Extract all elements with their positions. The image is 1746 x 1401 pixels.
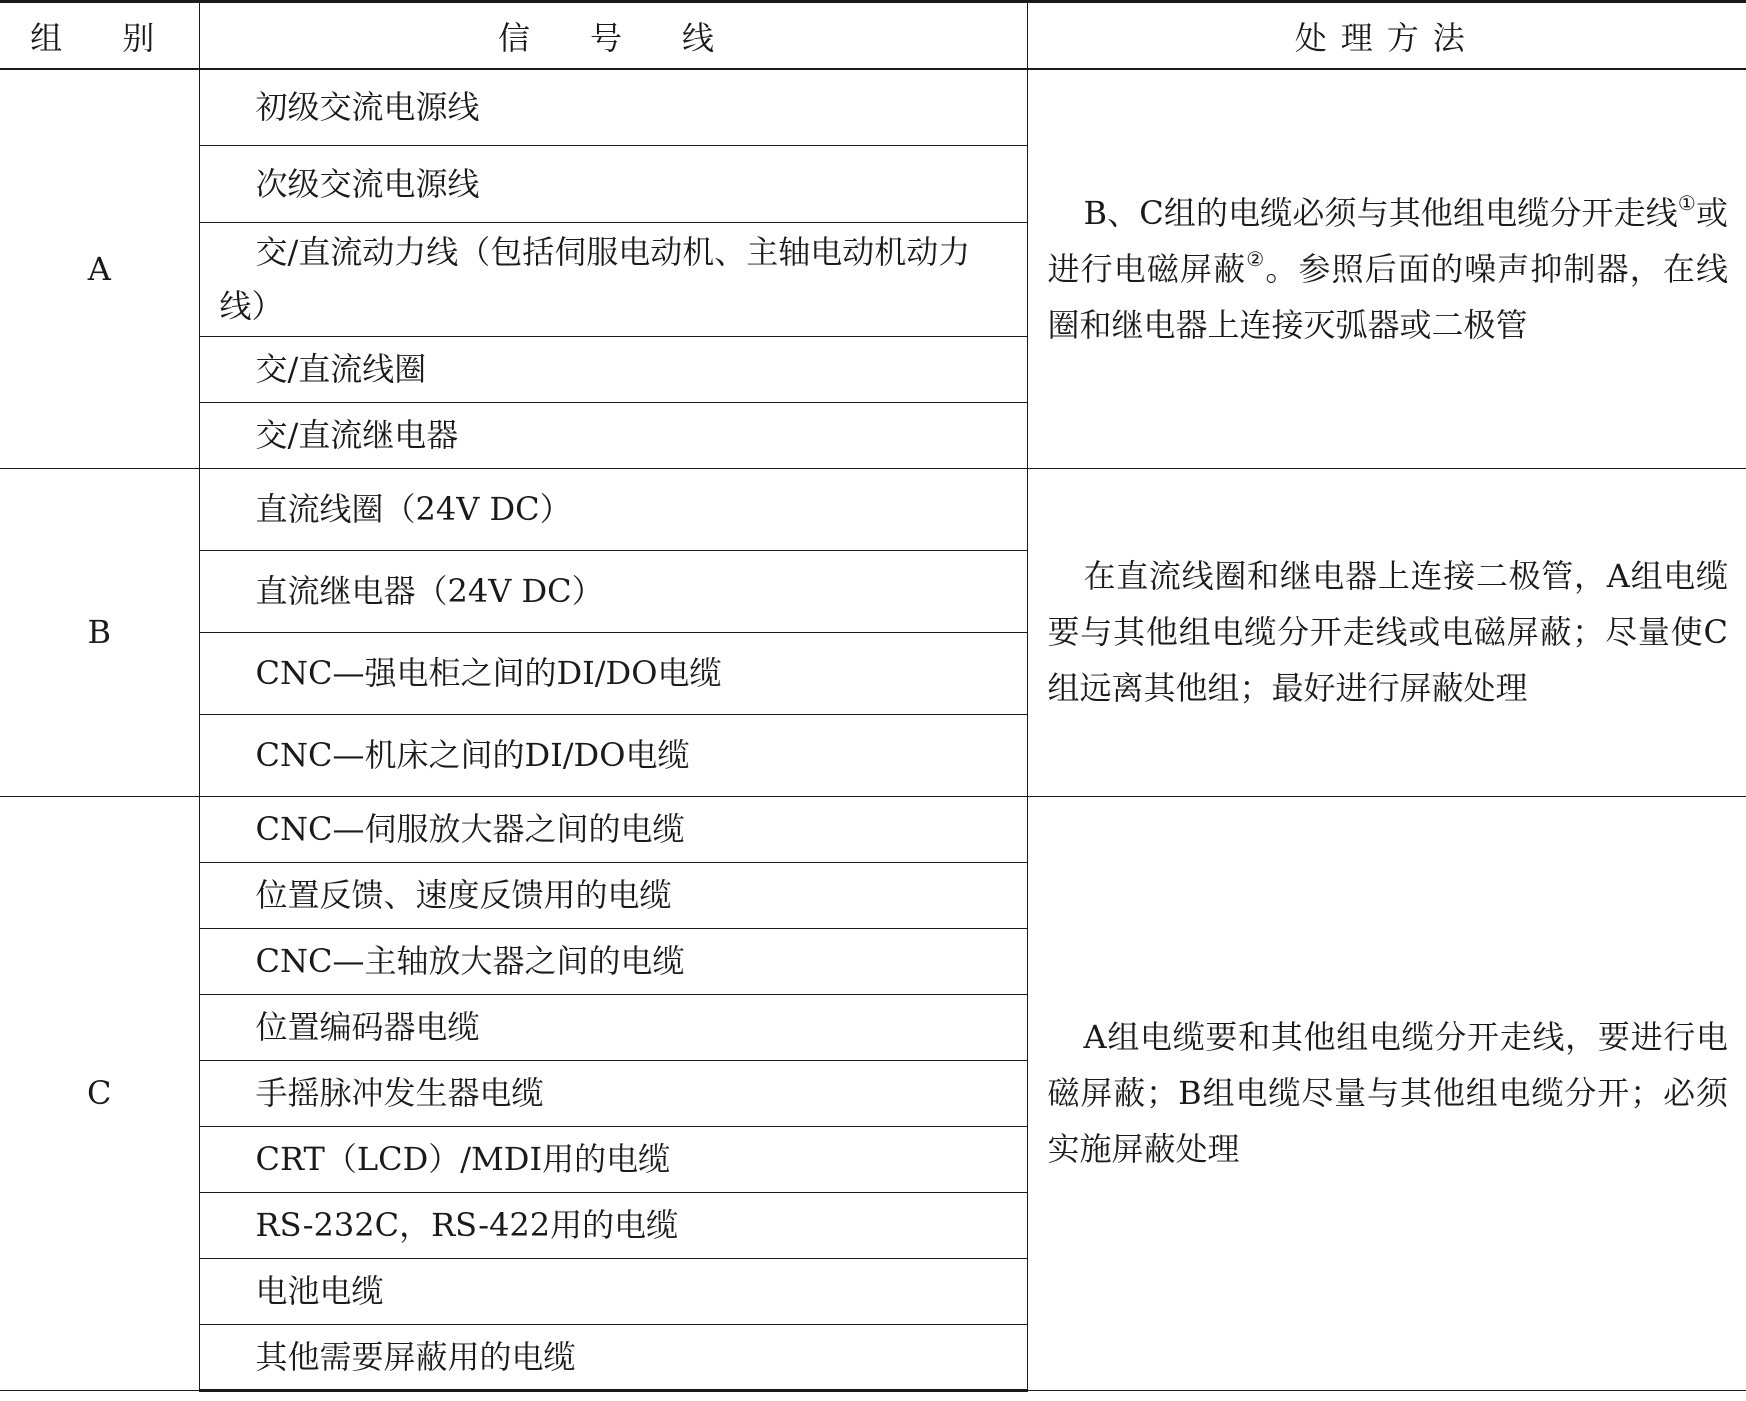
header-group: 组 别 — [0, 2, 199, 70]
signal-cell: 直流线圈（24V DC） — [199, 468, 1027, 550]
signal-cell: 次级交流电源线 — [199, 145, 1027, 222]
signal-cell: RS-232C，RS-422用的电缆 — [199, 1192, 1027, 1258]
group-a-label: A — [0, 69, 199, 468]
header-method: 处理方法 — [1027, 2, 1746, 70]
header-signal-line: 信 号 线 — [199, 2, 1027, 70]
signal-cell: CNC—机床之间的DI/DO电缆 — [199, 714, 1027, 796]
method-text: B、C组的电缆必须与其他组电缆分开走线 — [1083, 193, 1678, 232]
signal-cell: CRT（LCD）/MDI用的电缆 — [199, 1126, 1027, 1192]
signal-cell: 手摇脉冲发生器电缆 — [199, 1060, 1027, 1126]
signal-cell: 交/直流动力线（包括伺服电动机、主轴电动机动力线） — [199, 222, 1027, 336]
signal-cell: CNC—强电柜之间的DI/DO电缆 — [199, 632, 1027, 714]
method-text: 或进行电磁屏蔽 — [1047, 193, 1728, 288]
signal-cell: CNC—主轴放大器之间的电缆 — [199, 928, 1027, 994]
header-row — [0, 2, 1746, 70]
signal-cell: 交/直流线圈 — [199, 336, 1027, 402]
group-a-method — [1027, 69, 1746, 468]
table-row — [0, 69, 1746, 145]
footnote-marker: ② — [1246, 246, 1266, 271]
group-b-label: B — [0, 468, 199, 796]
signal-cell: 位置编码器电缆 — [199, 994, 1027, 1060]
signal-cell: 电池电缆 — [199, 1258, 1027, 1324]
signal-cell: CNC—伺服放大器之间的电缆 — [199, 796, 1027, 862]
signal-cell: 交/直流继电器 — [199, 402, 1027, 468]
table-row — [0, 796, 1746, 862]
table-row — [0, 468, 1746, 550]
method-text: 。参照后面的噪声抑制器，在线圈和继电器上连接灭弧器或二极管 — [1047, 249, 1728, 344]
signal-cell: 位置反馈、速度反馈用的电缆 — [199, 862, 1027, 928]
signal-cell: 其他需要屏蔽用的电缆 — [199, 1324, 1027, 1390]
group-c-method: A组电缆要和其他组电缆分开走线，要进行电磁屏蔽；B组电缆尽量与其他组电缆分开；必须实施屏蔽处理 — [1027, 796, 1746, 1390]
group-c-label: C — [0, 796, 199, 1390]
footnote-marker: ① — [1677, 190, 1696, 215]
signal-cell: 初级交流电源线 — [199, 69, 1027, 145]
group-b-method: 在直流线圈和继电器上连接二极管，A组电缆要与其他组电缆分开走线或电磁屏蔽；尽量使C组远离其他组；最好进行屏蔽处理 — [1027, 468, 1746, 796]
signal-cell: 直流继电器（24V DC） — [199, 550, 1027, 632]
